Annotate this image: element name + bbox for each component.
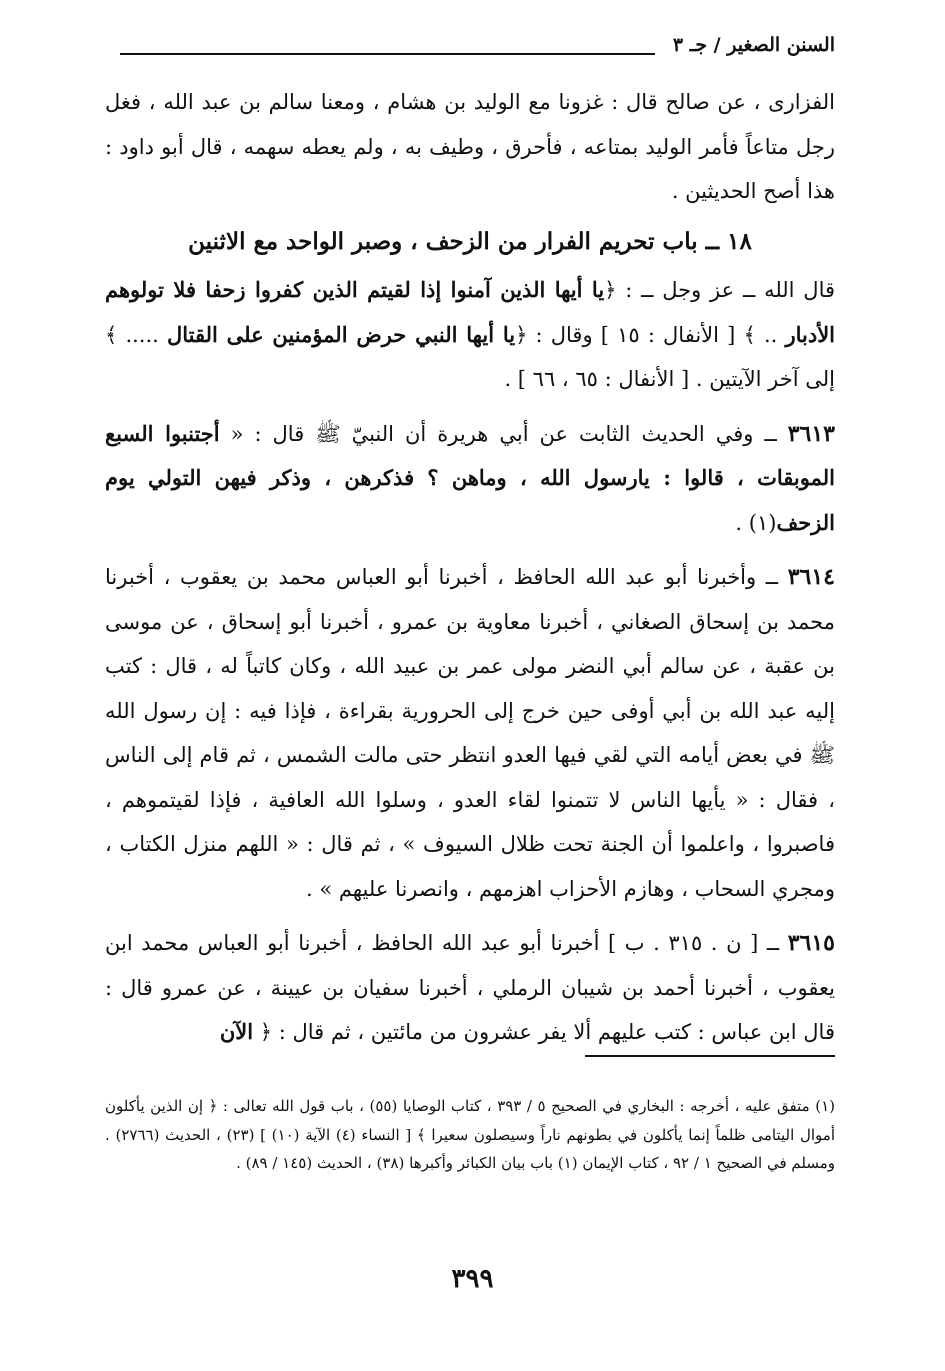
main-text [105, 80, 835, 1055]
running-head [120, 34, 835, 68]
hadith-quote: أجتنبوا السبع الموبقات ، قالوا : يارسول الله ، وماهن ؟ فذكرهن ، وذكر فيهن التولي يوم الزحف [105, 420, 835, 535]
hadith-text: ــ [ ن . ٣١٥ . ب ] أخبرنا أبو عبد الله الحافظ ، أخبرنا أبو العباس محمد ابن يعقوب ، أخبرنا أحمد بن شيبان الرملي ، أخبرنا سفيان بن عيينة ، عن عمرو قال : قال ابن عباس : كتب عليهم ألا يفر عشرون من مائتين ، ثم قال : ﴿ [105, 931, 835, 1044]
hadith-3613 [105, 412, 835, 546]
hadith-3615 [105, 921, 835, 1055]
quran-intro-a: قال الله ــ عز وجل ــ : ﴿ [604, 278, 836, 302]
hadith-3614 [105, 555, 835, 911]
hadith-text: ــ وأخبرنا أبو عبد الله الحافظ ، أخبرنا أبو العباس محمد بن يعقوب ، أخبرنا محمد بن إسحاق الصغاني ، أخبرنا معاوية بن عمرو ، أخبرنا أبو إسحاق ، عن موسى بن عقبة ، عن سالم أبي النضر مولى عمر بن عبيد الله ، وكان كاتباً له ، قال : كتب إليه عبد الله بن أبي أوفى حين خرج إلى الحرورية بقراءة ، فإذا فيه : إن رسول الله ﷺ في بعض أيامه التي لقي فيها العدو انتظر حتى مالت الشمس ، ثم قام إلى الناس ، فقال : « يأيها الناس لا تتمنوا لقاء العدو ، وسلوا الله العافية ، فإذا لقيتموهم ، فاصبروا ، واعلموا أن الجنة تحت ظلال السيوف » ، ثم قال : « اللهم منزل الكتاب ، ومجري السحاب ، وهازم الأحزاب اهزمهم ، وانصرنا عليهم » . [105, 565, 835, 901]
running-head-title: السنن الصغير / جـ ٣ [672, 34, 835, 56]
hadith-text: ــ وفي الحديث الثابت عن أبي هريرة أن النبيّ ﷺ قال : « [219, 421, 788, 446]
quran-word: الآن [219, 1019, 254, 1044]
quran-intro-e: ..... ﴾ إلى آخر الآيتين . [ الأنفال : ٦٥ ، ٦٦ ] . [105, 322, 835, 391]
footnote-1: (١) متفق عليه ، أخرجه : البخاري في الصحيح ٥ / ٣٩٣ ، كتاب الوصايا (٥٥) ، باب قول الله تعالى : ﴿ إن الذين يأكلون أموال اليتامى ظلماً إنما يأكلون في بطونهم ناراً وسيصلون سعيرا ﴾ [ النساء (٤) الآية (١٠) ] (٢٣) ، الحديث (٢٧٦٦) . ومسلم في الصحيح ١ / ٩٢ ، كتاب الإيمان (١) باب بيان الكبائر وأكبرها (٣٨) ، الحديث (١٤٥ / ٨٩) . [105, 1097, 835, 1172]
quran-intro-c: .. ﴾ [ الأنفال : ١٥ ] وقال : ﴿ [515, 322, 786, 347]
page-number: ٣٩٩ [451, 1264, 494, 1294]
quran-verse-1: يا أيها الذين آمنوا إذا لقيتم الذين كفروا زحفا فلا تولوهم الأدبار [105, 277, 835, 347]
footnote-rule [585, 1055, 835, 1057]
quran-paragraph [105, 268, 835, 402]
footnote-ref: (١) . [735, 510, 777, 535]
hadith-number: ٣٦١٤ [787, 564, 835, 590]
intro-paragraph: الفزارى ، عن صالح قال : غزونا مع الوليد بن هشام ، ومعنا سالم بن عبد الله ، فغل رجل متاعاً فأمر الوليد بمتاعه ، فأحرق ، وطيف به ، ولم يعطه سهمه ، قال أبو داود : هذا أصح الحديثين . [105, 90, 835, 203]
spacer [105, 545, 835, 555]
footnotes [105, 1092, 835, 1178]
spacer [105, 911, 835, 921]
chapter-heading: ١٨ ــ باب تحريم الفرار من الزحف ، وصبر الواحد مع الاثنين [188, 227, 752, 255]
hadith-number: ٣٦١٥ [787, 930, 835, 956]
spacer [105, 402, 835, 412]
hadith-number: ٣٦١٣ [787, 420, 835, 447]
quran-verse-2: يا أيها النبي حرض المؤمنين على القتال [167, 321, 516, 347]
header-rule [120, 53, 655, 55]
